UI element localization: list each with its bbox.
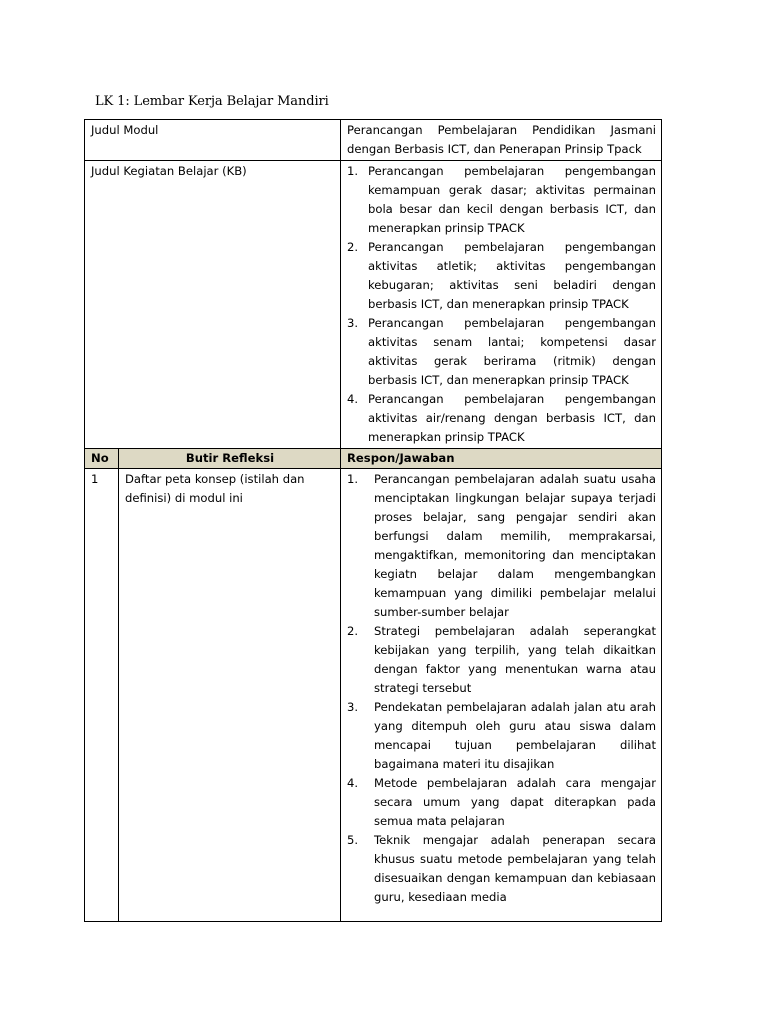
row-judul-kb (85, 161, 662, 449)
list-item: 1. Perancangan pembelajaran adalah suatu usaha menciptakan lingkungan belajar supaya terjadi proses belajar, sang pengajar sendiri akan berfungsi dalam memilih, memprakarsai, mengaktifkan, memonitoring dan menciptakan kegiatn belajar dalam mengembangkan kemampuan yang dimiliki pembelajar melalui sumber-sumber belajar (347, 472, 656, 619)
row-response-cell (341, 469, 662, 922)
response-list (347, 470, 656, 907)
header-butir-refleksi: Butir Refleksi (119, 449, 341, 469)
list-item: 5. Teknik mengajar adalah penerapan secara khusus suatu metode pembelajaran yang telah disesuaikan dengan kemampuan dan kebiasaan guru, kesediaan media (347, 833, 656, 904)
table-row (85, 469, 662, 922)
header-respon-jawaban: Respon/Jawaban (341, 449, 662, 469)
list-item: 2. Strategi pembelajaran adalah seperangkat kebijakan yang terpilih, yang telah dikaitkan dengan faktor yang menentukan warna atau strategi tersebut (347, 624, 656, 695)
list-item: 1. Perancangan pembelajaran pengembangan kemampuan gerak dasar; aktivitas permainan bola besar dan kecil dengan berbasis ICT, dan menerapkan prinsip TPACK (347, 164, 656, 235)
judul-kb-label: Judul Kegiatan Belajar (KB) (85, 161, 341, 449)
list-item: 4. Perancangan pembelajaran pengembangan aktivitas air/renang dengan berbasis ICT, dan menerapkan prinsip TPACK (347, 392, 656, 444)
judul-modul-label: Judul Modul (85, 120, 341, 161)
list-item: 3. Pendekatan pembelajaran adalah jalan atu arah yang ditempuh oleh guru atau siswa dalam mencapai tujuan pembelajaran dilihat bagaimana materi itu disajikan (347, 700, 656, 771)
judul-kb-list-cell (341, 161, 662, 449)
row-number: 1 (85, 469, 119, 922)
judul-modul-value: Perancangan Pembelajaran Pendidikan Jasmani dengan Berbasis ICT, dan Penerapan Prinsip Tpack (341, 120, 662, 161)
list-item: 4. Metode pembelajaran adalah cara mengajar secara umum yang dapat diterapkan pada semua mata pelajaran (347, 776, 656, 828)
judul-kb-list (347, 162, 656, 447)
document-title: LK 1: Lembar Kerja Belajar Mandiri (95, 94, 329, 109)
row-judul-modul (85, 120, 662, 161)
header-no: No (85, 449, 119, 469)
table-header-row (85, 449, 662, 469)
list-item: 2. Perancangan pembelajaran pengembangan aktivitas atletik; aktivitas pengembangan kebugaran; aktivitas seni beladiri dengan berbasis ICT, dan menerapkan prinsip TPACK (347, 240, 656, 311)
worksheet-table (84, 119, 662, 922)
list-item: 3. Perancangan pembelajaran pengembangan aktivitas senam lantai; kompetensi dasar aktivitas gerak berirama (ritmik) dengan berbasis ICT, dan menerapkan prinsip TPACK (347, 316, 656, 387)
row-butir: Daftar peta konsep (istilah dan definisi) di modul ini (119, 469, 341, 922)
